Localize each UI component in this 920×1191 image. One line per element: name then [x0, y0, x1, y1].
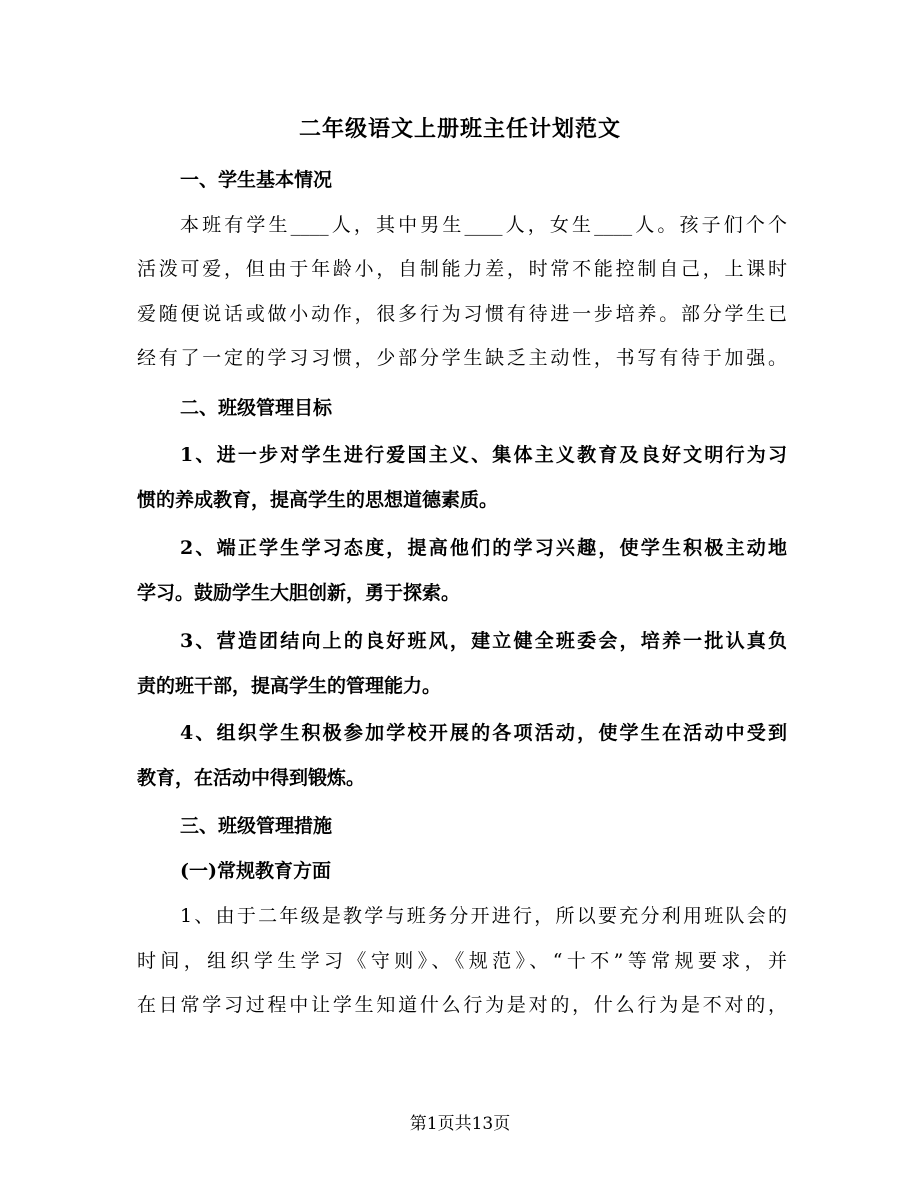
paragraph-line: 本班有学生____人，其中男生____人，女生____人。孩子们个个 — [180, 214, 787, 236]
paragraph-line: 责的班干部，提高学生的管理能力。 — [137, 675, 442, 697]
section-heading-3: 三、班级管理措施 — [180, 815, 333, 837]
paragraph-line: 1、进一步对学生进行爱国主义、集体主义教育及良好文明行为习 — [180, 444, 787, 466]
paragraph-line: 4、组织学生积极参加学校开展的各项活动，使学生在活动中受到 — [180, 722, 787, 744]
page-footer: 第1页共13页 — [409, 1114, 511, 1134]
paragraph-line: 2、端正学生学习态度，提高他们的学习兴趣，使学生积极主动地 — [180, 537, 787, 559]
subsection-heading: (一)常规教育方面 — [180, 860, 331, 882]
paragraph-line: 1、由于二年级是教学与班务分开进行，所以要充分利用班队会的 — [180, 905, 787, 927]
paragraph-line: 在日常学习过程中让学生知道什么行为是对的，什么行为是不对的， — [137, 994, 787, 1016]
paragraph-line: 时间，组织学生学习《守则》、《规范》、“十不”等常规要求，并 — [137, 950, 787, 972]
paragraph-line: 爱随便说话或做小动作，很多行为习惯有待进一步培养。部分学生已 — [137, 303, 787, 325]
paragraph-line: 学习。鼓励学生大胆创新，勇于探索。 — [137, 582, 461, 604]
section-heading-1: 一、学生基本情况 — [180, 169, 333, 191]
document-title: 二年级语文上册班主任计划范文 — [298, 116, 621, 142]
section-heading-2: 二、班级管理目标 — [180, 397, 333, 419]
paragraph-line: 3、营造团结向上的良好班风，建立健全班委会，培养一批认真负 — [180, 630, 787, 652]
paragraph-line: 教育，在活动中得到锻炼。 — [137, 767, 366, 789]
paragraph-line: 经有了一定的学习习惯，少部分学生缺乏主动性，书写有待于加强。 — [137, 347, 787, 369]
paragraph-line: 惯的养成教育，提高学生的思想道德素质。 — [137, 489, 499, 511]
paragraph-line: 活泼可爱，但由于年龄小，自制能力差，时常不能控制自己，上课时 — [137, 258, 787, 280]
